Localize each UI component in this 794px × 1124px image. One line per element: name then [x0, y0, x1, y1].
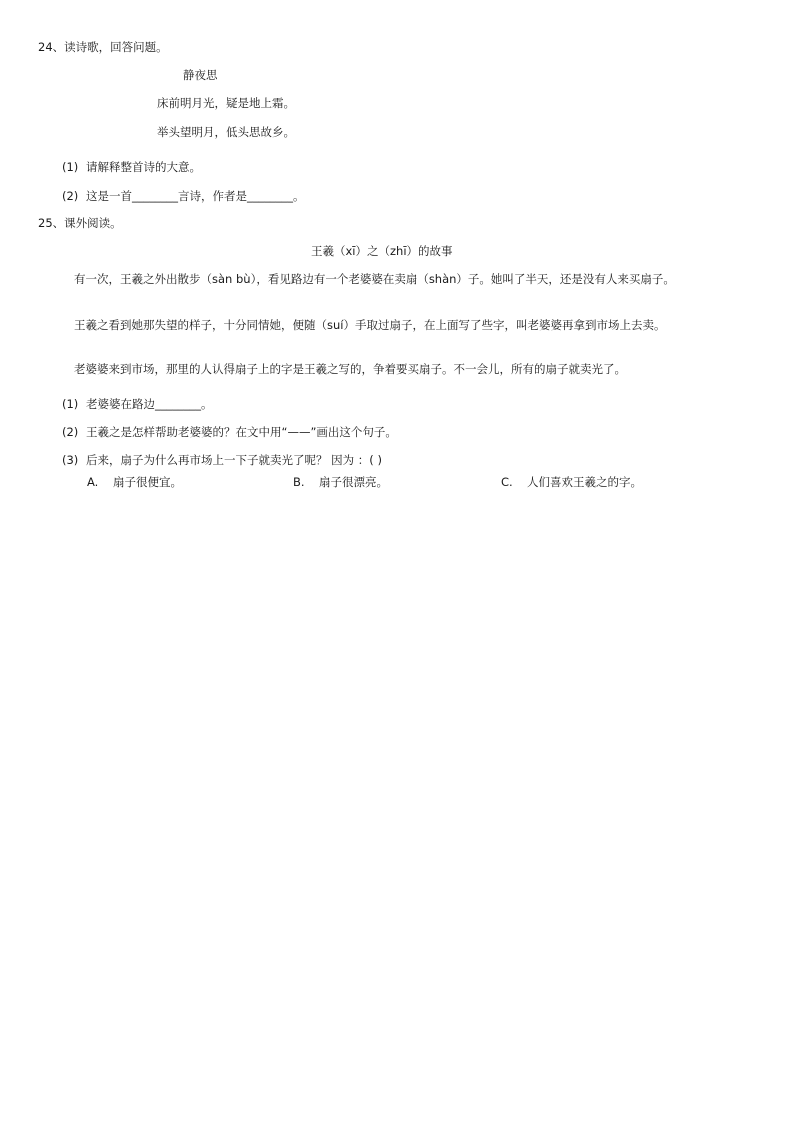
- option-a-text: 扇子很便宜。: [113, 475, 182, 489]
- story-title: 王羲（xī）之（zhī）的故事: [311, 244, 453, 258]
- q25-sub-1-num: (1): [62, 397, 79, 411]
- q25-sub-2: [62, 425, 397, 439]
- option-b: [293, 475, 388, 489]
- option-c-letter: C.: [501, 475, 513, 489]
- poem-line-1: 床前明月光，疑是地上霜。: [157, 96, 295, 110]
- poem-title: 静夜思: [183, 68, 218, 82]
- q24-sub-2-num: (2): [62, 189, 79, 203]
- q25-sub-1: [62, 397, 213, 411]
- q25-sub-3: [62, 453, 382, 467]
- poem-line-2: 举头望明月，低头思故乡。: [157, 125, 295, 139]
- q25-sub-3-num: (3): [62, 453, 79, 467]
- q24-heading: 24、读诗歌，回答问题。: [38, 40, 168, 54]
- option-c-text: 人们喜欢王羲之的字。: [527, 475, 642, 489]
- option-a-letter: A.: [87, 475, 99, 489]
- q24-sub-2: [62, 189, 305, 203]
- option-c: [501, 475, 642, 489]
- q25-sub-2-text: 王羲之是怎样帮助老婆婆的？在文中用“——”画出这个句子。: [86, 425, 397, 439]
- q25-sub-3-text: 后来，扇子为什么再市场上一下子就卖光了呢？ 因为 ：( ): [86, 453, 382, 467]
- q25-sub-1-text: 老婆婆在路边________。: [86, 397, 213, 411]
- story-paragraph-2: 王羲之看到她那失望的样子，十分同情她，便随（suí）手取过扇子，在上面写了些字，叫老婆婆再拿到市场上去卖。: [74, 318, 666, 332]
- story-paragraph-3: 老婆婆来到市场，那里的人认得扇子上的字是王羲之写的，争着要买扇子。不一会儿，所有的扇子就卖光了。: [74, 362, 626, 376]
- option-a: [87, 475, 182, 489]
- q24-sub-1: [62, 160, 201, 174]
- q24-sub-2-text: 这是一首________言诗，作者是________。: [86, 189, 305, 203]
- story-paragraph-1: 有一次，王羲之外出散步（sàn bù），看见路边有一个老婆婆在卖扇（shàn）子。她叫了半天，还是没有人来买扇子。: [74, 272, 675, 286]
- q24-sub-1-text: 请解释整首诗的大意。: [86, 160, 201, 174]
- q25-sub-2-num: (2): [62, 425, 79, 439]
- option-b-text: 扇子很漂亮。: [319, 475, 388, 489]
- q25-heading: 25、课外阅读。: [38, 216, 122, 230]
- option-b-letter: B.: [293, 475, 305, 489]
- q24-sub-1-num: (1): [62, 160, 79, 174]
